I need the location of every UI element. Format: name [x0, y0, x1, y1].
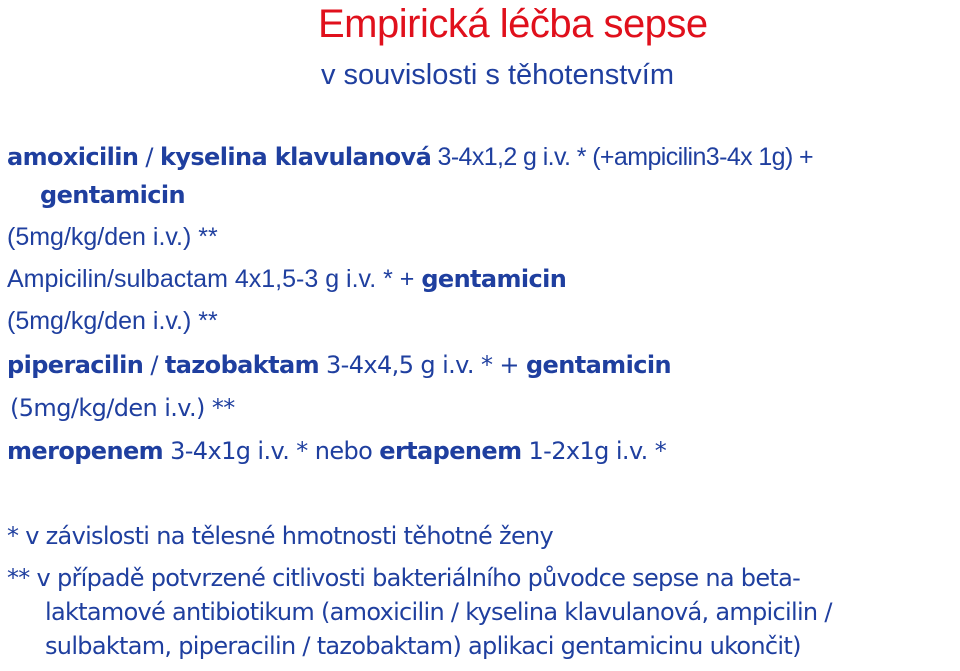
separator: / [138, 143, 160, 171]
drug-amoxicilin: amoxicilin [7, 143, 139, 171]
regimen-1-dose: 3-4x1,2 g i.v. * (+ampicilin3-4x 1g) + [431, 143, 814, 171]
drug-tazobaktam: tazobaktam [164, 351, 319, 379]
separator: / [143, 351, 165, 379]
drug-gentamicin: gentamicin [40, 181, 185, 209]
regimen-4-dose-2: 1-2x1g i.v. * [521, 437, 667, 465]
regimen-1-line-2 [40, 181, 185, 209]
slide-title: Empirická léčba sepse [318, 2, 708, 46]
footnote-1: * v závislosti na tělesné hmotnosti těhotné ženy [7, 522, 554, 550]
regimen-3-dose: 3-4x4,5 g i.v. * + [318, 351, 526, 379]
drug-gentamicin: gentamicin [421, 265, 567, 293]
drug-ampicilin-sulbactam: Ampicilin/sulbactam [7, 265, 228, 293]
regimen-2-line-2: (5mg/kg/den i.v.) ** [7, 307, 218, 335]
regimen-2-dose: 4x1,5-3 g i.v. * + [227, 265, 422, 293]
regimen-2-line-1 [7, 265, 566, 294]
regimen-1-line-3: (5mg/kg/den i.v.) ** [7, 223, 218, 251]
drug-kyselina-klavulanova: kyselina klavulanová [159, 143, 432, 171]
footnote-2-line-2: laktamové antibiotikum (amoxicilin / kyselina klavulanová, ampicilin / [45, 598, 832, 626]
slide-subtitle: v souvislosti s těhotenstvím [321, 59, 674, 91]
regimen-3-line-2: (5mg/kg/den i.v.) ** [10, 394, 235, 422]
drug-ertapenem: ertapenem [379, 437, 522, 465]
regimen-1-line-1 [7, 143, 813, 172]
drug-piperacilin: piperacilin [7, 351, 144, 379]
footnote-2-line-3: sulbaktam, piperacilin / tazobaktam) aplikaci gentamicinu ukončit) [45, 632, 801, 660]
regimen-4-line [7, 437, 666, 465]
drug-meropenem: meropenem [7, 437, 164, 465]
regimen-4-dose: 3-4x1g i.v. * nebo [163, 437, 380, 465]
drug-gentamicin: gentamicin [525, 351, 671, 379]
footnote-2-line-1: ** v případě potvrzené citlivosti bakteriálního původce sepse na beta- [7, 564, 801, 592]
regimen-3-line-1 [7, 351, 671, 379]
